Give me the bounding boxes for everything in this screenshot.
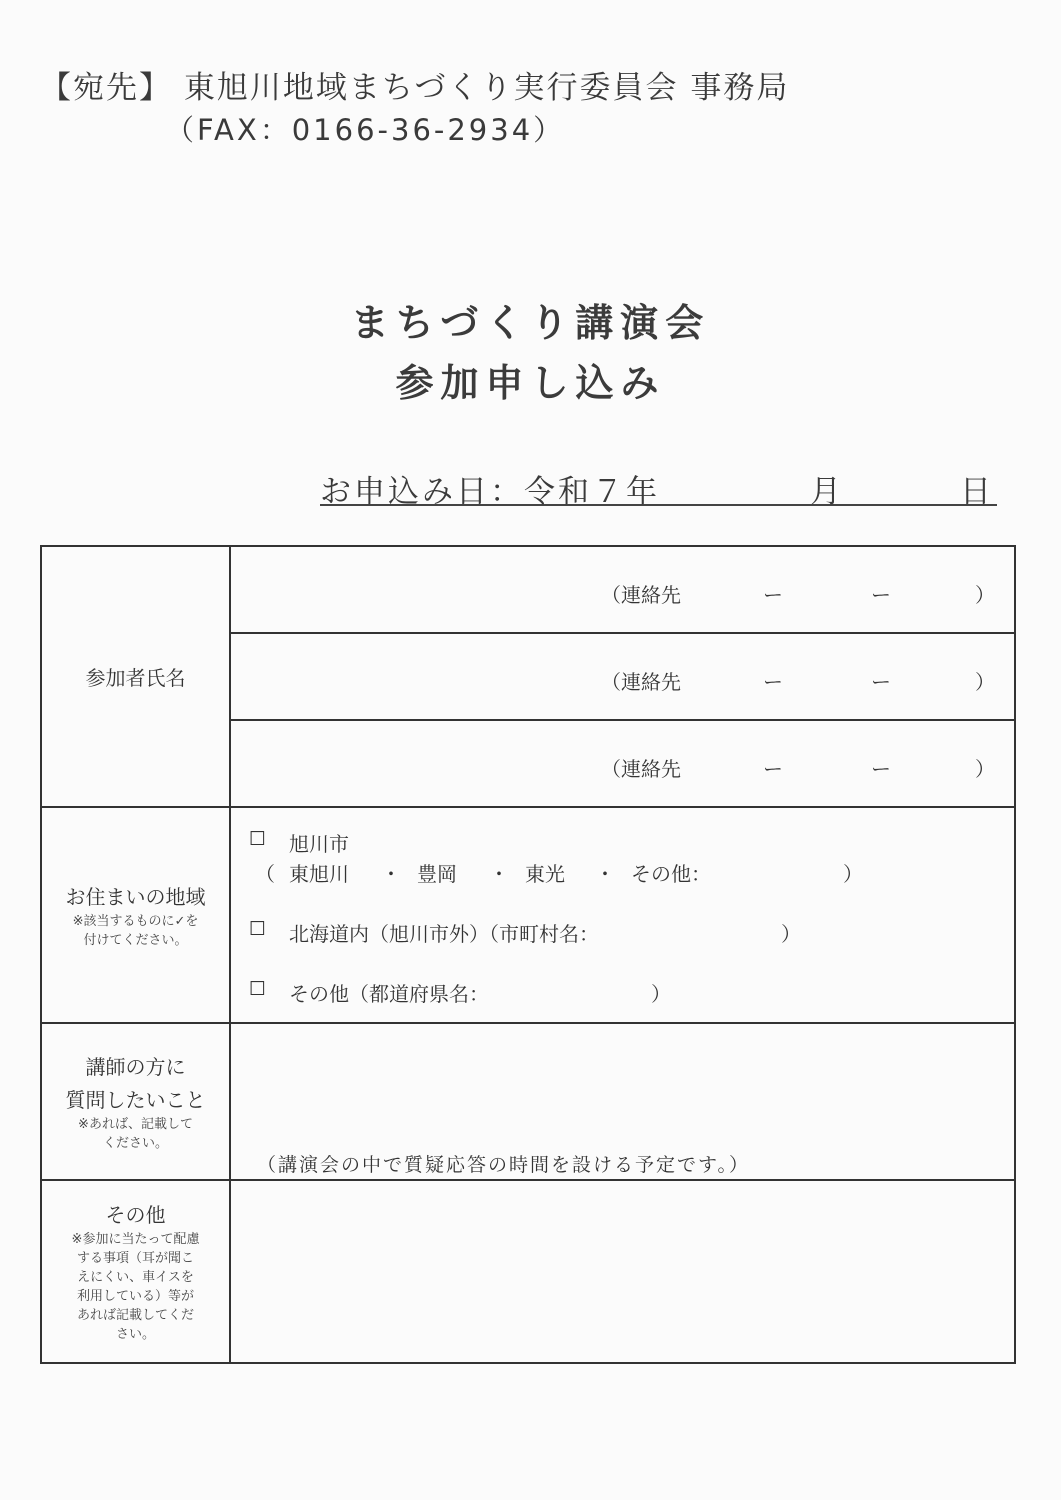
qa-session-note: （講演会の中で質疑応答の時間を設ける予定です。）: [257, 1154, 750, 1176]
participant-row[interactable]: （連絡先 ー ー ）: [230, 720, 1015, 807]
date-day-label: 日: [960, 474, 994, 510]
question-label: 講師の方に 質問したいこと ※あれば、記載して ください。: [41, 1023, 230, 1180]
participant-row[interactable]: （連絡先 ー ー ）: [230, 633, 1015, 720]
residence-note: ※該当するものに✓を 付けてください。: [72, 913, 199, 948]
option-toko: 東光: [525, 862, 565, 886]
question-field[interactable]: [230, 1023, 1015, 1180]
option-other-prefecture-label: その他（都道府県名：: [289, 982, 489, 1006]
application-date-label: お申込み日：令和７年: [320, 474, 660, 510]
application-date-field[interactable]: [320, 466, 997, 510]
fax-line: （FAX：0166-36-2934）: [165, 113, 566, 147]
date-month-label: 月: [810, 474, 844, 510]
recipient-line: 【宛先】 東旭川地域まちづくり実行委員会 事務局: [40, 70, 790, 106]
checkbox-asahikawa[interactable]: ☐: [249, 828, 267, 850]
option-other-local: その他：: [631, 862, 711, 886]
other-label: その他 ※参加に当たって配慮 する事項（耳が聞こ えにくい、車イスを 利用している）等が あれば記載してくだ さい。: [41, 1180, 230, 1363]
checkbox-other-prefecture[interactable]: ☐: [249, 978, 267, 1000]
residence-options: ☐ 旭川市 （ 東旭川 ・ 豊岡 ・ 東光 ・ その他： ） ☐ 北海道内（旭川市外）（市町村名： ） ☐ その他（都道府県名： ）: [230, 807, 1015, 1023]
option-higashiasahikawa: 東旭川: [289, 862, 349, 886]
participant-name-label: 参加者氏名: [41, 546, 230, 807]
application-form-table: [40, 545, 1016, 1364]
other-field[interactable]: [230, 1180, 1015, 1363]
page-title: まちづくり講演会: [350, 301, 711, 345]
option-toyooka: 豊岡: [417, 862, 457, 886]
participant-row[interactable]: （連絡先 ー ー ）: [230, 546, 1015, 633]
option-asahikawa-label: 旭川市: [289, 832, 349, 856]
residence-area-label: お住まいの地域 ※該当するものに✓を 付けてください。: [41, 807, 230, 1023]
other-note: ※参加に当たって配慮 する事項（耳が聞こ えにくい、車イスを 利用している）等が あれば記載してくだ さい。: [71, 1232, 200, 1342]
checkbox-hokkaido[interactable]: ☐: [249, 918, 267, 940]
question-note: ※あれば、記載して ください。: [78, 1116, 193, 1151]
option-hokkaido-label: 北海道内（旭川市外）（市町村名：: [289, 922, 599, 946]
page-subtitle: 参加申し込み: [395, 361, 666, 405]
